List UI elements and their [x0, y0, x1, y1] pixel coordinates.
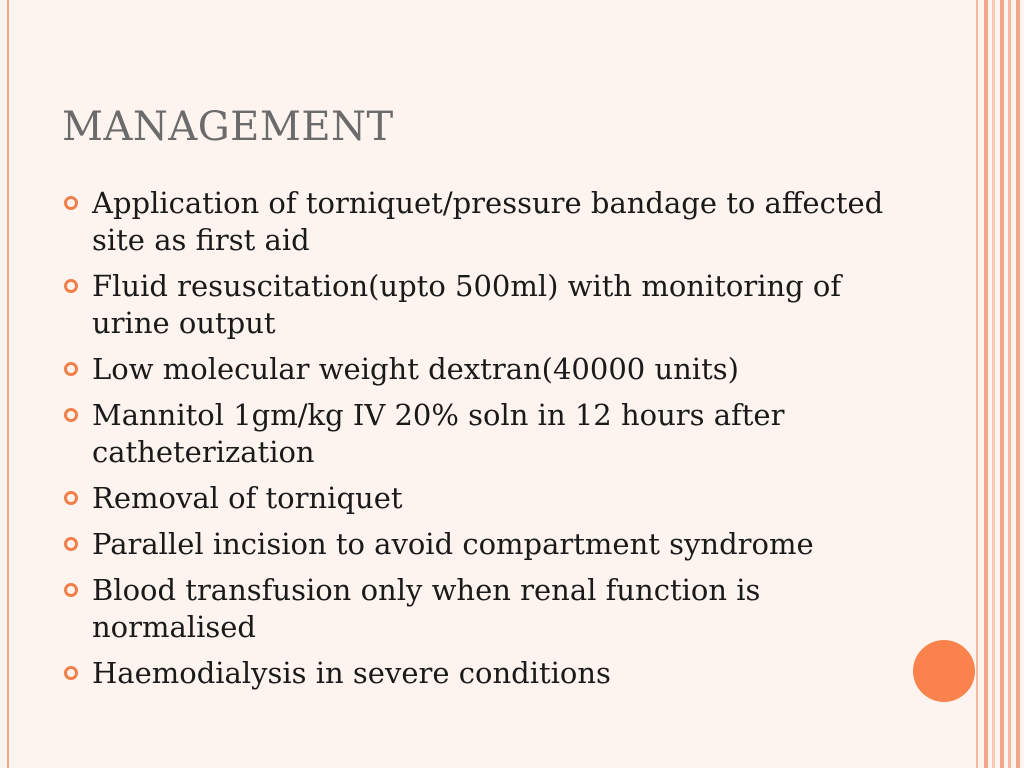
bullet-text: Application of torniquet/pressure bandage to affected site as first aid	[92, 186, 884, 257]
right-stripe	[1000, 0, 1004, 768]
bullet-ring-icon	[64, 537, 78, 551]
bullet-ring-icon	[64, 279, 78, 293]
right-stripe	[1008, 0, 1011, 768]
list-item	[64, 655, 884, 692]
list-item	[64, 268, 884, 342]
bullet-text: Parallel incision to avoid compartment syndrome	[92, 527, 814, 561]
bullet-text: Low molecular weight dextran(40000 units)	[92, 352, 739, 386]
bullet-text: Mannitol 1gm/kg IV 20% soln in 12 hours after catheterization	[92, 398, 785, 469]
slide-title: MANAGEMENT	[62, 104, 394, 150]
list-item	[64, 397, 884, 471]
bullet-ring-icon	[64, 666, 78, 680]
bullet-ring-icon	[64, 408, 78, 422]
right-stripe	[976, 0, 978, 768]
bullet-list	[64, 185, 884, 701]
bullet-ring-icon	[64, 491, 78, 505]
bullet-text: Fluid resuscitation(upto 500ml) with monitoring of urine output	[92, 269, 842, 340]
list-item	[64, 572, 884, 646]
list-item	[64, 526, 884, 563]
right-border-stripes	[976, 0, 1024, 768]
bullet-text: Blood transfusion only when renal function is normalised	[92, 573, 761, 644]
decorative-circle	[913, 640, 975, 702]
right-stripe	[984, 0, 988, 768]
right-stripe	[1016, 0, 1020, 768]
bullet-ring-icon	[64, 583, 78, 597]
left-border-rule	[7, 0, 9, 768]
bullet-text: Haemodialysis in severe conditions	[92, 656, 611, 690]
list-item	[64, 351, 884, 388]
list-item	[64, 480, 884, 517]
right-stripe	[992, 0, 995, 768]
bullet-ring-icon	[64, 362, 78, 376]
bullet-text: Removal of torniquet	[92, 481, 403, 515]
bullet-ring-icon	[64, 196, 78, 210]
list-item	[64, 185, 884, 259]
